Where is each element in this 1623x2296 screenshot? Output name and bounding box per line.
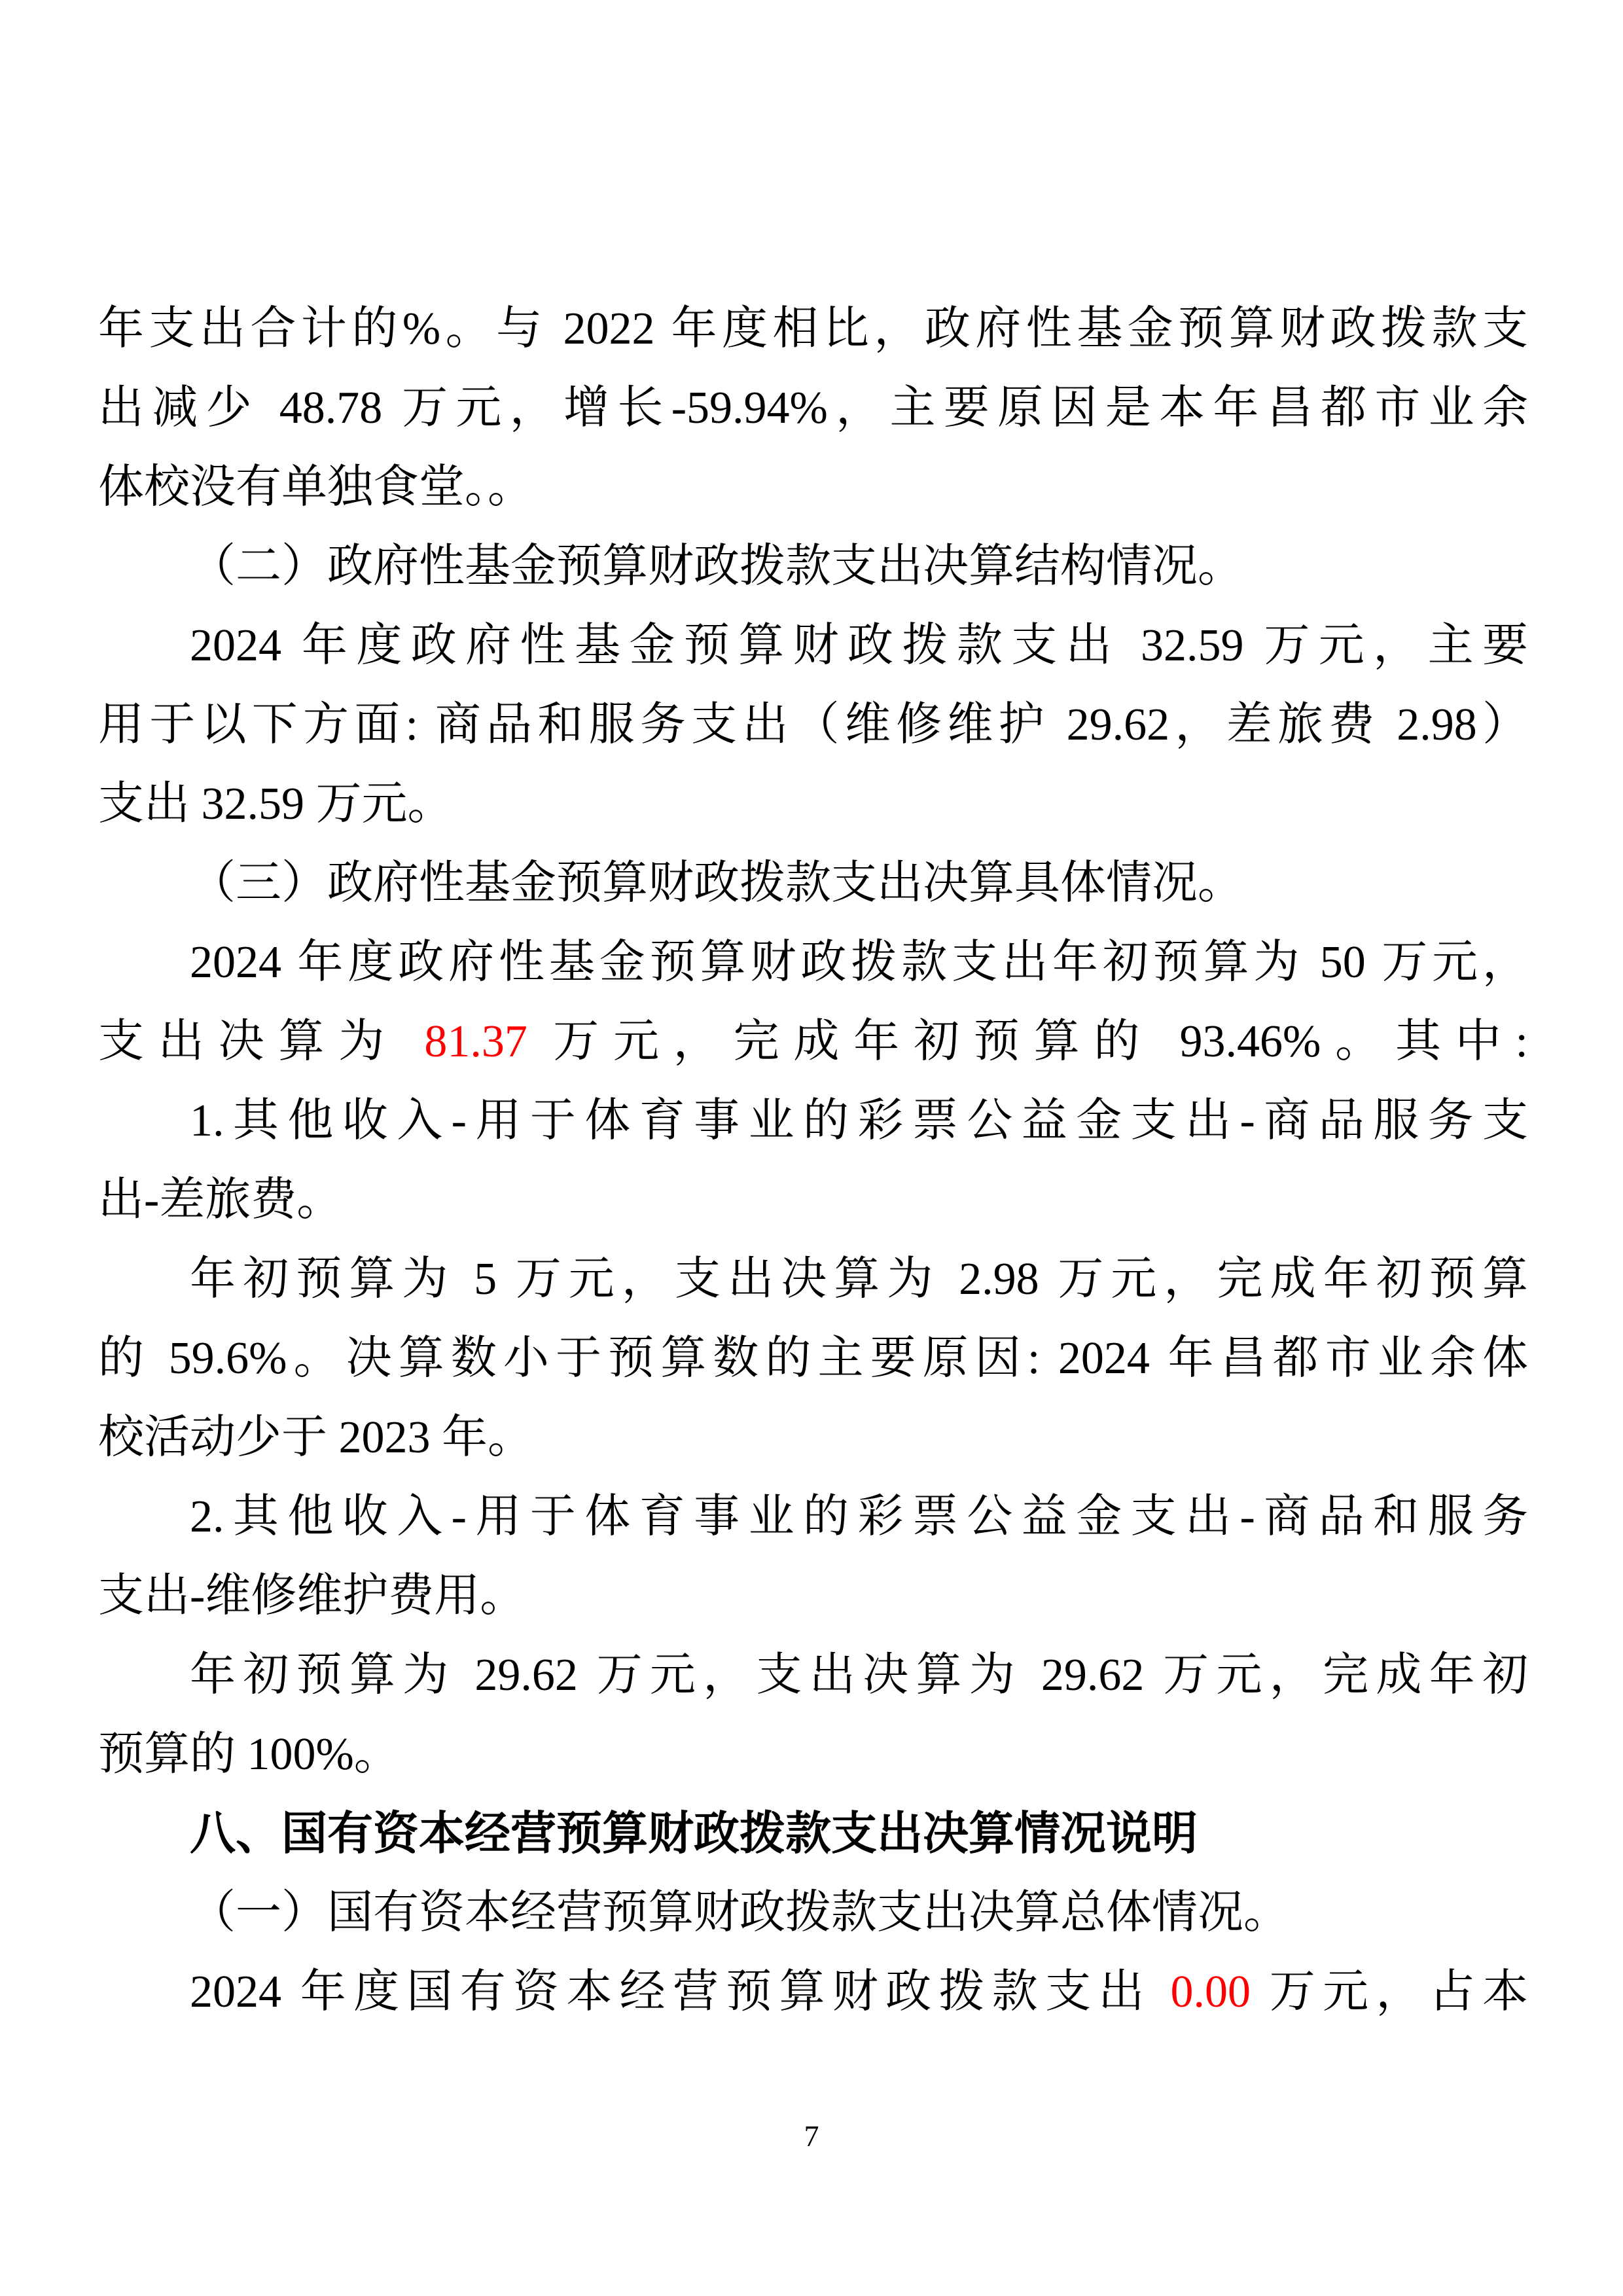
text-line [98, 1398, 1528, 1477]
text-line [98, 1715, 1528, 1794]
text-line [98, 606, 1528, 685]
text-segment: 体校没有单独食堂。。 [98, 462, 533, 512]
text-segment: 1.其他收入-用于体育事业的彩票公益金支出-商品服务支 [190, 1096, 1528, 1146]
text-segment: 万元，完成年初预算的 93.46%。其中: [527, 1016, 1528, 1067]
text-segment: 年初预算为 5 万元，支出决算为 2.98 万元，完成年初预算 [190, 1254, 1528, 1304]
text-line [98, 1952, 1528, 2032]
text-segment: （三）政府性基金预算财政拨款支出决算具体情况。 [190, 858, 1243, 908]
text-line [98, 1240, 1528, 1319]
text-line [98, 764, 1528, 844]
page-footer [0, 2119, 1623, 2153]
text-segment: 2024 年度国有资本经营预算财政拨款支出 [190, 1967, 1171, 2017]
text-line [98, 368, 1528, 448]
text-line [98, 1556, 1528, 1636]
subsection-heading [98, 1873, 1528, 1952]
text-segment: 年初预算为 29.62 万元，支出决算为 29.62 万元，完成年初 [190, 1650, 1528, 1700]
page-number: 7 [804, 2119, 819, 2153]
text-segment: 2.其他收入-用于体育事业的彩票公益金支出-商品和服务 [190, 1492, 1528, 1542]
section-heading [98, 1794, 1528, 1873]
subsection-heading [98, 527, 1528, 606]
document-body [98, 289, 1528, 2032]
text-line [98, 1002, 1528, 1081]
text-segment: （二）政府性基金预算财政拨款支出决算结构情况。 [190, 541, 1243, 592]
text-segment: 八、国有资本经营预算财政拨款支出决算情况说明 [190, 1808, 1198, 1859]
text-segment: 支出 32.59 万元。 [98, 779, 454, 829]
text-segment: 预算的 100%。 [98, 1729, 400, 1780]
text-segment: 校活动少于 2023 年。 [98, 1412, 533, 1463]
text-line [98, 1636, 1528, 1715]
text-segment: （一）国有资本经营预算财政拨款支出决算总体情况。 [190, 1888, 1289, 1938]
text-segment: 出-差旅费。 [98, 1175, 343, 1225]
text-segment: 2024 年度政府性基金预算财政拨款支出 32.59 万元，主要 [190, 620, 1528, 671]
text-segment: 支出-维修维护费用。 [98, 1571, 526, 1621]
text-segment: 的 59.6%。决算数小于预算数的主要原因: 2024 年昌都市业余体 [98, 1333, 1528, 1384]
text-line [98, 1081, 1528, 1160]
text-segment: 2024 年度政府性基金预算财政拨款支出年初预算为 50 万元， [190, 937, 1528, 988]
highlighted-value: 0.00 [1170, 1967, 1251, 2017]
text-segment: 用于以下方面: 商品和服务支出（维修维护 29.62，差旅费 2.98） [98, 700, 1528, 750]
text-segment: 出减少 48.78 万元，增长-59.94%，主要原因是本年昌都市业余 [98, 383, 1528, 433]
text-line [98, 923, 1528, 1002]
text-line [98, 289, 1528, 368]
text-segment: 支出决算为 [98, 1016, 425, 1067]
highlighted-value: 81.37 [424, 1016, 527, 1067]
text-line [98, 1319, 1528, 1398]
text-line [98, 685, 1528, 764]
text-segment: 年支出合计的%。与 2022 年度相比，政府性基金预算财政拨款支 [98, 304, 1528, 354]
text-line [98, 1160, 1528, 1240]
text-line [98, 1477, 1528, 1556]
subsection-heading [98, 844, 1528, 923]
text-line [98, 448, 1528, 527]
text-segment: 万元，占本 [1250, 1967, 1529, 2017]
